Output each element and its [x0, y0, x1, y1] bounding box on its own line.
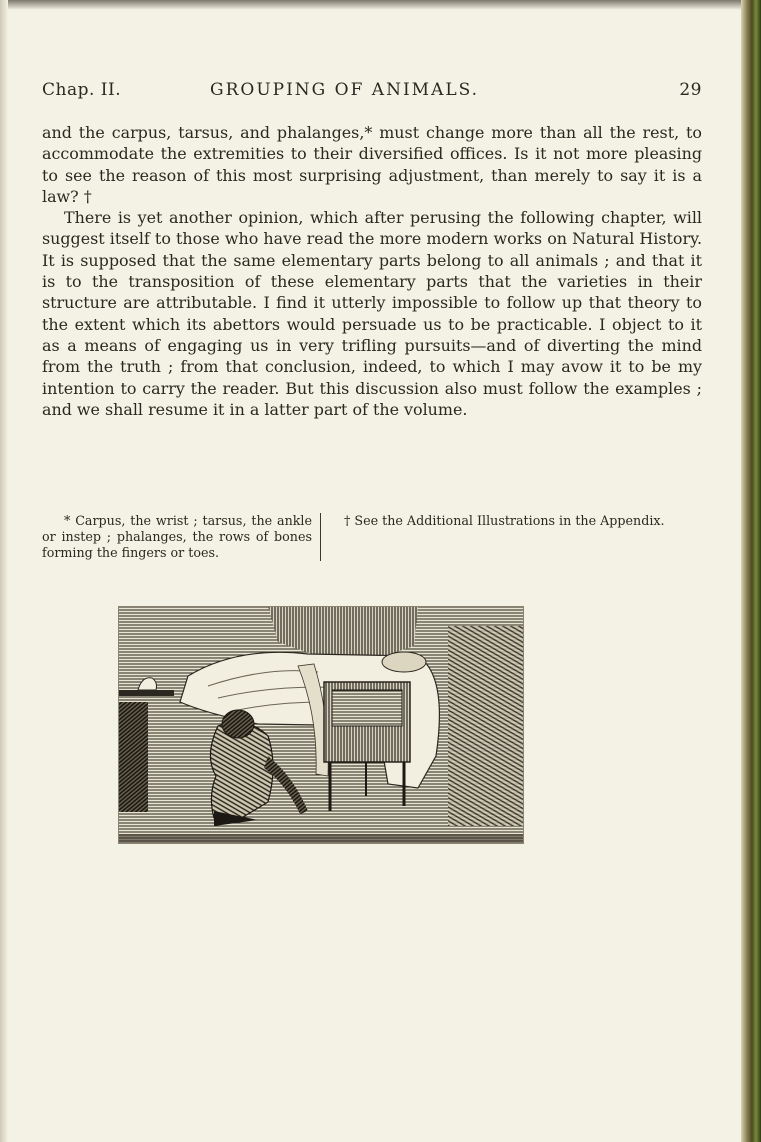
page-top-shadow [0, 0, 761, 10]
book-edge [741, 0, 761, 1142]
page-number: 29 [679, 80, 702, 100]
page-gutter-shadow [0, 0, 8, 1142]
paragraph: There is yet another opinion, which after perusing the following chapter, will suggest itself to those who have read the more modern works on Natural History. It is supposed that the same elementary parts belong to all animals ; and that it is to the transposition of these elementary parts that the varieties in their structure are attributable. I find it utterly impossible to follow up that theory to the extent which its abettors would persuade us to be practicable. I object to it as a means of engaging us in very trifling pursuits—and of diverting the mind from the truth ; from that conclusion, indeed, to which I may avow it to be my intention to carry the reader. But this discussion also must follow the examples ; and we shall resume it in a latter part of the volume. [42, 208, 702, 419]
paragraph: and the carpus, tarsus, and phalanges,* must change more than all the rest, to accommodate the extremities to their diversified offices. Is it not more pleasing to see the reason of this most surprising adjustment, than merely to say it is a law? † [42, 123, 702, 206]
engraving-illustration [118, 606, 524, 844]
footnote-carpus: * Carpus, the wrist ; tarsus, the ankle or instep ; phalanges, the rows of bones forming the fingers or toes. [42, 513, 321, 561]
running-title: GROUPING OF ANIMALS. [210, 80, 480, 100]
chapter-label: Chap. II. [42, 80, 122, 100]
running-head [42, 80, 702, 104]
engraving-figure-icon [118, 606, 524, 844]
footnote-appendix: † See the Additional Illustrations in the Appendix. [344, 513, 665, 528]
body-text [42, 122, 702, 420]
